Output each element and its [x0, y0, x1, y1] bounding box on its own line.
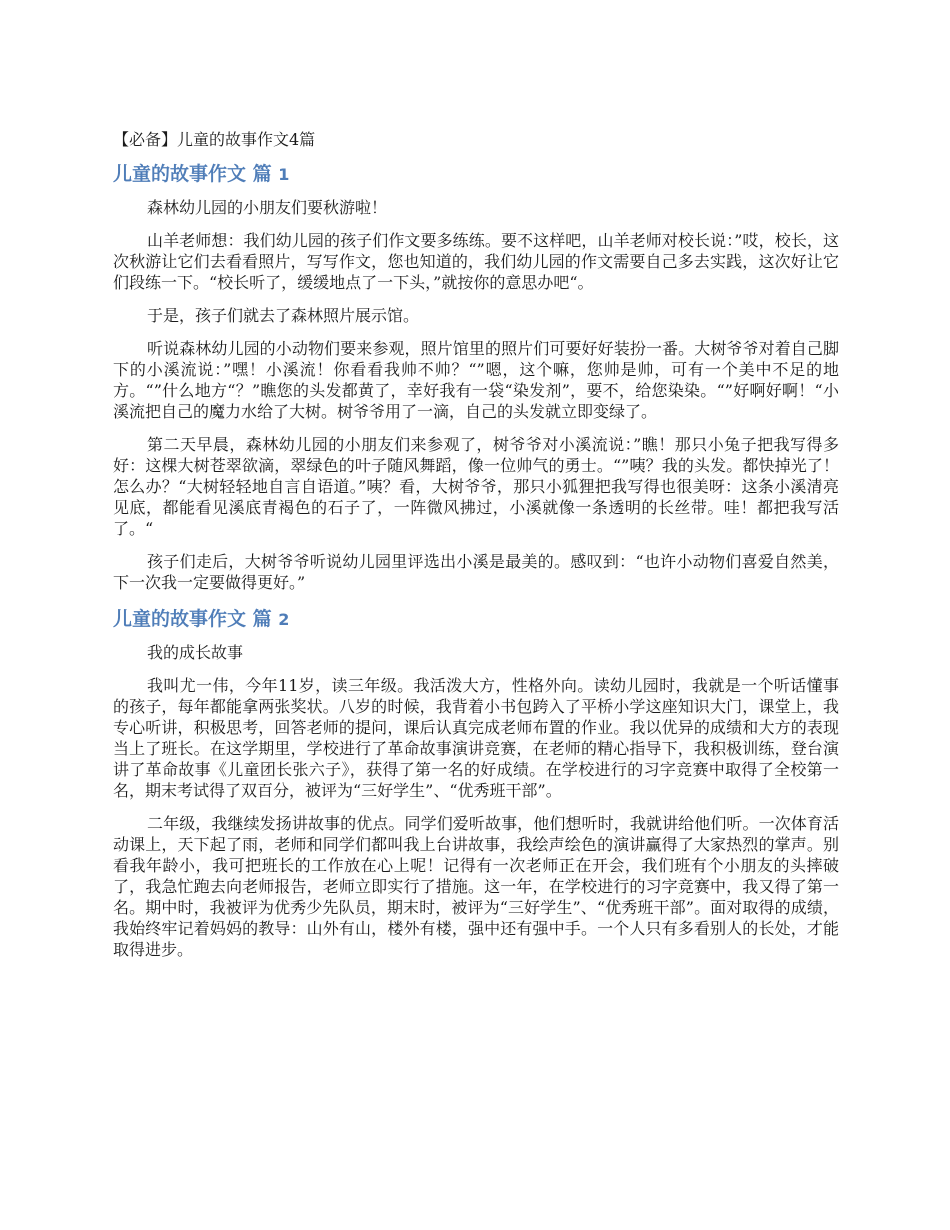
- essay-section-2: [113, 605, 839, 960]
- paragraph: 我叫尤一伟，今年11岁，读三年级。我活泼大方，性格外向。读幼儿园时，我就是一个听话懂事的孩子，每年都能拿两张奖状。八岁的时候，我背着小书包跨入了平桥小学这座知识大门，课堂上，我专心听讲，积极思考，回答老师的提问，课后认真完成老师布置的作业。我以优异的成绩和大方的表现当上了班长。在这学期里，学校进行了革命故事演讲竞赛，在老师的精心指导下，我积极训练，登台演讲了革命故事《儿童团长张六子》，获得了第一名的好成绩。在学校进行的习字竞赛中取得了全校第一名，期末考试得了双百分，被评为“三好学生”、“优秀班干部”。: [113, 676, 839, 800]
- document-title: 【必备】儿童的故事作文4篇: [113, 130, 316, 149]
- paragraph: 二年级，我继续发扬讲故事的优点。同学们爱听故事，他们想听时，我就讲给他们听。一次体育活动课上，天下起了雨，老师和同学们都叫我上台讲故事，我绘声绘色的演讲赢得了大家热烈的掌声。别看我年龄小，我可把班长的工作放在心上呢！记得有一次老师正在开会，我们班有个小朋友的头摔破了，我急忙跑去向老师报告，老师立即实行了措施。这一年，在学校进行的习字竞赛中，我又得了第一名。期中时，我被评为优秀少先队员，期末时，被评为“三好学生”、“优秀班干部”。面对取得的成绩，我始终牢记着妈妈的教导：山外有山，楼外有楼，强中还有强中手。一个人只有多看别人的长处，才能取得进步。: [113, 814, 839, 959]
- document-page: [113, 128, 839, 972]
- paragraph: 山羊老师想：我们幼儿园的孩子们作文要多练练。要不这样吧，山羊老师对校长说：”哎，校长，这次秋游让它们去看看照片，写写作文，您也知道的，我们幼儿园的作文需要自己多去实践，这次好让它们段练一下。“校长听了，缓缓地点了一下头，”就按你的意思办吧“。: [113, 231, 839, 292]
- paragraph: 于是，孩子们就去了森林照片展示馆。: [147, 306, 420, 325]
- section-heading-text: 儿童的故事作文 篇: [113, 608, 272, 630]
- paragraph: 孩子们走后，大树爷爷听说幼儿园里评选出小溪是最美的。感叹到：“也许小动物们喜爱自然美，下一次我一定要做得更好。”: [113, 552, 839, 592]
- paragraph: 第二天早晨，森林幼儿园的小朋友们来参观了，树爷爷对小溪流说：”瞧！那只小兔子把我写得多好：这棵大树苍翠欲滴，翠绿色的叶子随风舞蹈，像一位帅气的勇士。“”咦？我的头发。都快掉光了！怎么办？“大树轻轻地自言自语道。”咦？看，大树爷爷，那只小狐狸把我写得也很美呀：这条小溪清亮见底，都能看见溪底青褐色的石子了，一阵微风拂过，小溪就像一条透明的长丝带。哇！都把我写活了。“: [113, 435, 839, 538]
- paragraph: 森林幼儿园的小朋友们要秋游啦！: [147, 198, 388, 217]
- section-heading: [113, 605, 839, 634]
- section-number: 1: [278, 165, 290, 184]
- section-heading: [113, 160, 839, 189]
- section-heading-text: 儿童的故事作文 篇: [113, 163, 272, 185]
- paragraph: 听说森林幼儿园的小动物们要来参观，照片馆里的照片们可要好好装扮一番。大树爷爷对着自己脚下的小溪流说：”嘿！小溪流！你看看我帅不帅？“”嗯，这个嘛，您帅是帅，可有一个美中不足的地方。“”什么地方“？”瞧您的头发都黄了，幸好我有一袋“染发剂”，要不，给您染染。“”好啊好啊！“小溪流把自己的魔力水给了大树。树爷爷用了一滴，自己的头发就立即变绿了。: [113, 339, 839, 421]
- paragraph: 我的成长故事: [147, 643, 244, 662]
- essay-section-1: [113, 160, 839, 593]
- section-number: 2: [278, 610, 290, 629]
